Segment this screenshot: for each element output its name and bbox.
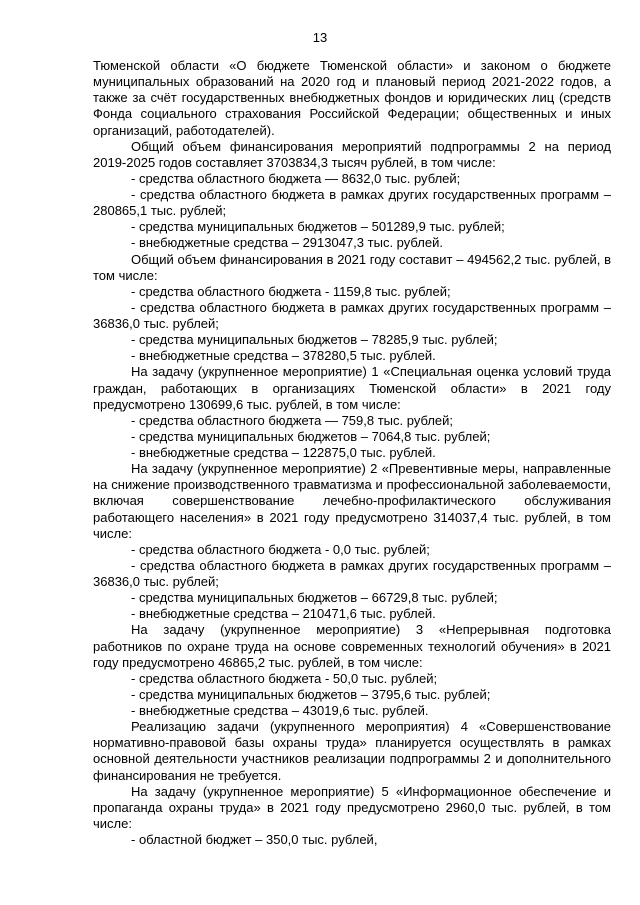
paragraph: Общий объем финансирования мероприятий подпрограммы 2 на период 2019-2025 годов составляет 3703834,3 тысяч рублей, в том числе: <box>93 138 611 170</box>
list-item: - внебюджетные средства – 43019,6 тыс. рублей. <box>131 703 429 718</box>
list-item: - средства областного бюджета - 50,0 тыс. рублей; <box>131 670 438 686</box>
list-item: - средства муниципальных бюджетов – 501289,9 тыс. рублей; <box>131 219 505 235</box>
document-body <box>93 58 611 848</box>
list-item: - внебюджетные средства – 378280,5 тыс. рублей. <box>131 348 436 364</box>
list-item: - внебюджетные средства – 2913047,3 тыс. рублей. <box>131 235 443 251</box>
paragraph: Реализацию задачи (укрупненного мероприятия) 4 «Совершенствование нормативно-правовой базы охраны труда» планируется осуществлять в рамках основной деятельности участников реализации подпрограммы 2 и дополнительного финансирования не требуется. <box>93 719 611 783</box>
list-item: - средства областного бюджета - 0,0 тыс. рублей; <box>131 541 430 557</box>
list-item: - средства муниципальных бюджетов – 66729,8 тыс. рублей; <box>131 590 498 606</box>
paragraph: Общий объем финансирования в 2021 году составит – 494562,2 тыс. рублей, в том числе: <box>93 251 611 283</box>
list-item: - средства областного бюджета в рамках других государственных программ – 36836,0 тыс. рублей; <box>93 299 611 331</box>
paragraph: Тюменской области «О бюджете Тюменской области» и законом о бюджете муниципальных образований на 2020 год и плановый период 2021-2022 годов, а также за счёт государственных внебюджетных фондов и юридических лиц (средств Фонда социального страхования Российской Федерации; общественных и иных организаций, работодателей). <box>93 58 611 138</box>
list-item: - внебюджетные средства – 122875,0 тыс. рублей. <box>131 445 436 460</box>
paragraph: На задачу (укрупненное мероприятие) 2 «Превентивные меры, направленные на снижение производственного травматизма и профессиональной заболеваемости, включая совершенствование лечебно-профилактического обслуживания работающего населения» в 2021 году предусмотрено 314037,4 тыс. рублей, в том числе: <box>93 461 611 541</box>
list-item: - средства муниципальных бюджетов – 78285,9 тыс. рублей; <box>131 332 498 348</box>
list-item: - внебюджетные средства – 210471,6 тыс. рублей. <box>131 606 436 622</box>
page-number: 13 <box>312 30 328 45</box>
list-item: - средства муниципальных бюджетов – 7064,8 тыс. рублей; <box>131 428 491 444</box>
list-item: - средства муниципальных бюджетов – 3795,6 тыс. рублей; <box>131 686 491 702</box>
paragraph: На задачу (укрупненное мероприятие) 1 «Специальная оценка условий труда граждан, работающих в организациях Тюменской области» в 2021 году предусмотрено 130699,6 тыс. рублей, в том числе: <box>93 364 611 412</box>
list-item: - средства областного бюджета в рамках других государственных программ – 280865,1 тыс. рублей; <box>93 187 611 219</box>
list-item: - средства областного бюджета — 8632,0 тыс. рублей; <box>131 170 461 186</box>
list-item: - областной бюджет – 350,0 тыс. рублей, <box>131 832 378 847</box>
paragraph: На задачу (укрупненное мероприятие) 3 «Непрерывная подготовка работников по охране труда на основе современных технологий обучения» в 2021 году предусмотрено 46865,2 тыс. рублей, в том числе: <box>93 622 611 670</box>
paragraph: На задачу (укрупненное мероприятие) 5 «Информационное обеспечение и пропаганда охраны труда» в 2021 году предусмотрено 2960,0 тыс. рублей, в том числе: <box>93 783 611 831</box>
list-item: - средства областного бюджета — 759,8 тыс. рублей; <box>131 412 454 428</box>
list-item: - средства областного бюджета - 1159,8 тыс. рублей; <box>131 283 451 299</box>
list-item: - средства областного бюджета в рамках других государственных программ – 36836,0 тыс. рублей; <box>93 557 611 589</box>
